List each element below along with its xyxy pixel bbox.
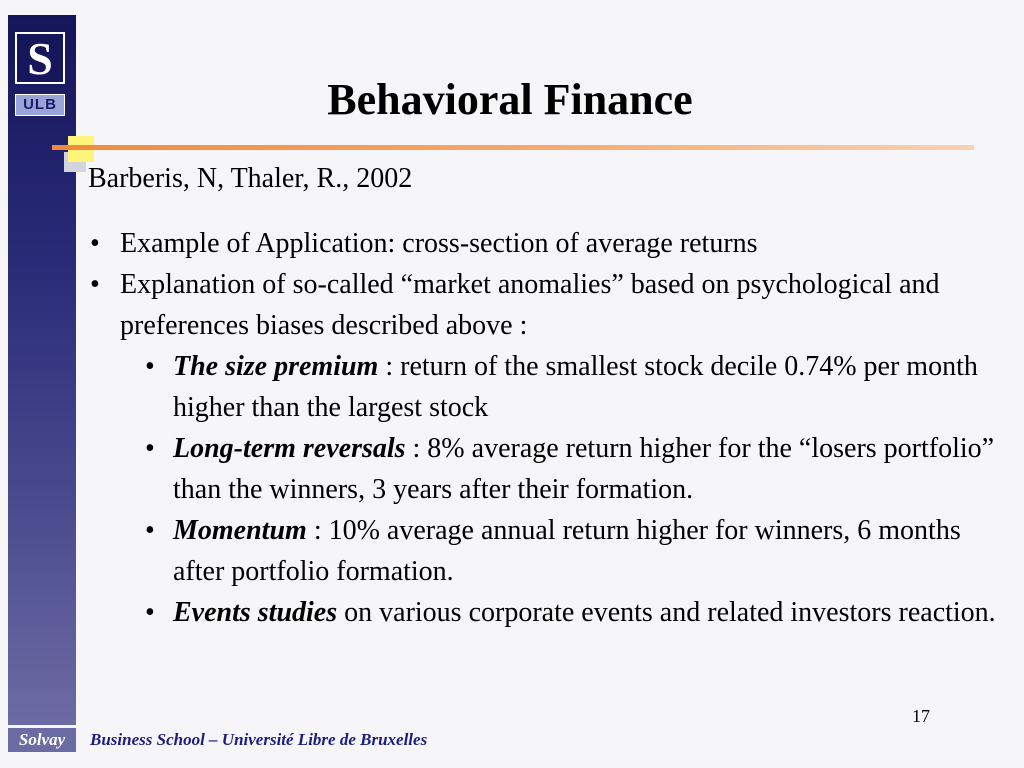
bullet-list (88, 223, 1018, 346)
sub-bullet-item (140, 510, 1018, 592)
bullet-text: Explanation of so-called “market anomalies” based on psychological and preferences biases described above : (120, 269, 940, 341)
ulb-badge: ULB (15, 94, 65, 116)
footer-solvay-label: Solvay (8, 728, 76, 752)
sub-bullet-term: Long-term reversals (173, 433, 406, 464)
title-underline-rule (52, 145, 974, 150)
slide-title: Behavioral Finance (327, 75, 693, 124)
sidebar-band (8, 15, 76, 725)
sub-bullet-text: on various corporate events and related investors reaction. (337, 597, 996, 628)
sub-bullet-text: : 8% average return higher for the “losers portfolio” than the winners, 3 years after their formation. (173, 433, 995, 505)
bullet-item: • Example of Application: cross-section of average returns (88, 223, 1018, 264)
reference-line: Barberis, N, Thaler, R., 2002 (88, 163, 413, 194)
logo-letter: S (27, 35, 53, 81)
page-number: 17 (912, 706, 930, 726)
slide-body (88, 158, 1018, 633)
solvay-logo (15, 32, 65, 84)
sub-bullet-list (88, 346, 1018, 633)
bullet-item (88, 264, 1018, 346)
sub-bullet-item (140, 346, 1018, 428)
sub-bullet-text: : return of the smallest stock decile 0.74% per month higher than the largest stock (173, 351, 978, 423)
sub-bullet-term: The size premium (173, 351, 379, 382)
sub-bullet-term: Momentum (173, 515, 307, 546)
sub-bullet-text: : 10% average annual return higher for winners, 6 months after portfolio formation. (173, 515, 961, 587)
footer-school-name: Business School – Université Libre de Bruxelles (90, 730, 428, 749)
sub-bullet-term: Events studies (173, 597, 338, 628)
solvay-logo-icon (20, 35, 60, 81)
sub-bullet-item (140, 592, 1018, 633)
sub-bullet-item (140, 428, 1018, 510)
